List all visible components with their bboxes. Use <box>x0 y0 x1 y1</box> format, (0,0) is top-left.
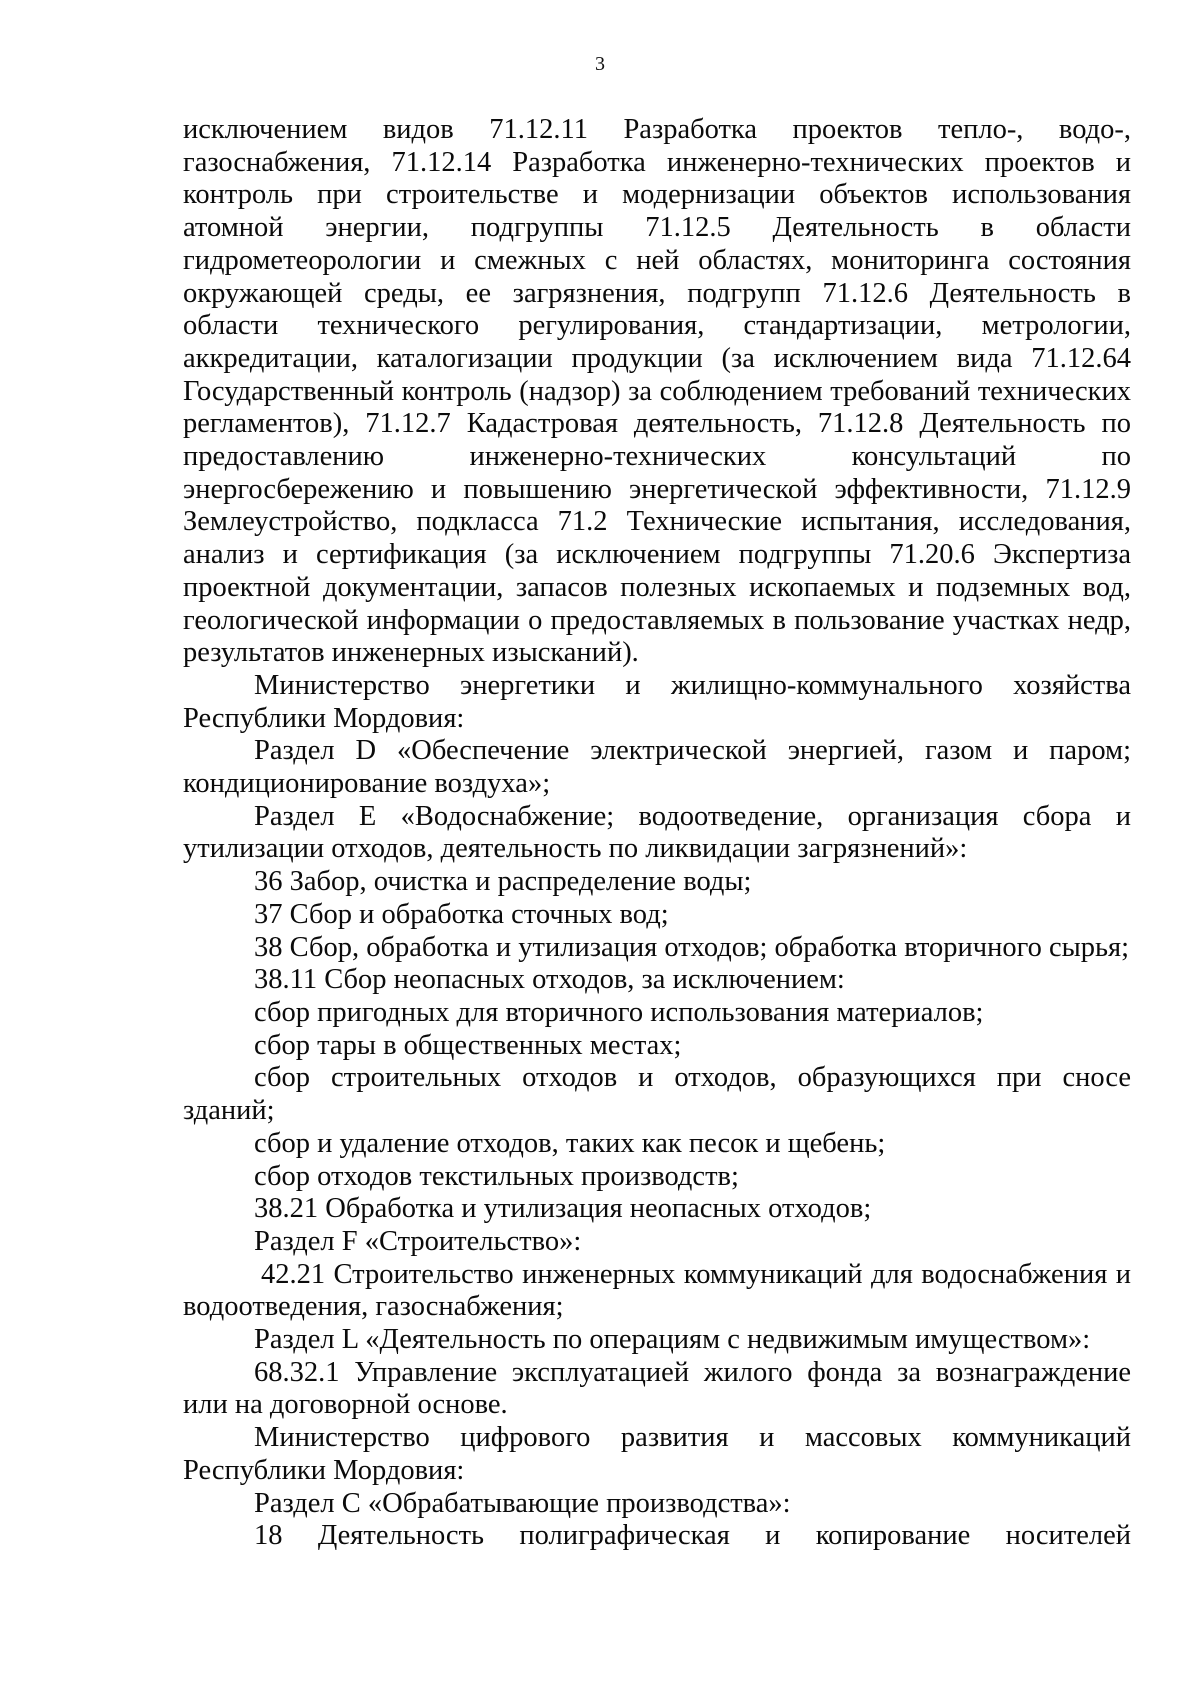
paragraph-item-36: 36 Забор, очистка и распределение воды; <box>254 866 752 898</box>
paragraph-item-38-21: 38.21 Обработка и утилизация неопасных отходов; <box>254 1193 872 1225</box>
paragraph-section-e: Раздел E «Водоснабжение; водоотведение, организация сбора и утилизации отходов, деятельность по ликвидации загрязнений»: <box>183 800 1131 865</box>
paragraph-section-l: Раздел L «Деятельность по операциям с недвижимым имуществом»: <box>254 1324 1091 1356</box>
paragraph-item-42-21: 42.21 Строительство инженерных коммуникаций для водоснабжения и водоотведения, газоснабжения; <box>183 1258 1131 1323</box>
paragraph-item-38-11: 38.11 Сбор неопасных отходов, за исключением: <box>254 964 845 996</box>
document-body <box>183 114 1131 1553</box>
paragraph-ministry-digital: Министерство цифрового развития и массовых коммуникаций Республики Мордовия: <box>183 1422 1131 1486</box>
paragraph-exception-3: сбор строительных отходов и отходов, образующихся при сносе зданий; <box>183 1062 1131 1127</box>
page-number: 3 <box>595 53 605 75</box>
paragraph-item-18: 18 Деятельность полиграфическая и копирование носителей <box>254 1520 1131 1552</box>
paragraph-ministry-energy: Министерство энергетики и жилищно-коммунального хозяйства Республики Мордовия: <box>183 669 1131 734</box>
paragraph-section-d: Раздел D «Обеспечение электрической энергией, газом и паром; кондиционирование воздуха»; <box>183 735 1131 800</box>
paragraph-exception-2: сбор тары в общественных местах; <box>254 1029 682 1061</box>
paragraph-exception-1: сбор пригодных для вторичного использования материалов; <box>254 996 984 1028</box>
paragraph-exception-5: сбор отходов текстильных производств; <box>254 1160 739 1192</box>
paragraph-item-37: 37 Сбор и обработка сточных вод; <box>254 898 669 930</box>
paragraph-item-38: 38 Сбор, обработка и утилизация отходов; обработка вторичного сырья; <box>254 931 1130 963</box>
paragraph-item-68-32-1: 68.32.1 Управление эксплуатацией жилого фонда за вознаграждение или на договорной основе. <box>183 1356 1131 1421</box>
paragraph-exception-4: сбор и удаление отходов, таких как песок и щебень; <box>254 1127 886 1159</box>
paragraph-section-f: Раздел F «Строительство»: <box>254 1225 582 1257</box>
paragraph-continuation: исключением видов 71.12.11 Разработка проектов тепло-, водо-, газоснабжения, 71.12.14 Разработка инженерно-технических проектов и контроль при строительстве и модернизации объектов использования атомной энергии, подгруппы 71.12.5 Деятельность в области гидрометеорологии и смежных с ней областях, мониторинга состояния окружающей среды, ее загрязнения, подгрупп 71.12.6 Деятельность в области технического регулирования, стандартизации, метрологии, аккредитации, каталогизации продукции (за исключением вида 71.12.64 Государственный контроль (надзор) за соблюдением требований технических регламентов), 71.12.7 Кадастровая деятельность, 71.12.8 Деятельность по предоставлению инженерно-технических консультаций по энергосбережению и повышению энергетической эффективности, 71.12.9 Землеустройство, подкласса 71.2 Технические испытания, исследования, анализ и сертификация (за исключением подгруппы 71.20.6 Экспертиза проектной документации, запасов полезных ископаемых и подземных вод, геологической информации о предоставляемых в пользование участках недр, результатов инженерных изысканий). <box>183 114 1131 669</box>
paragraph-section-c: Раздел C «Обрабатывающие производства»: <box>254 1487 791 1519</box>
